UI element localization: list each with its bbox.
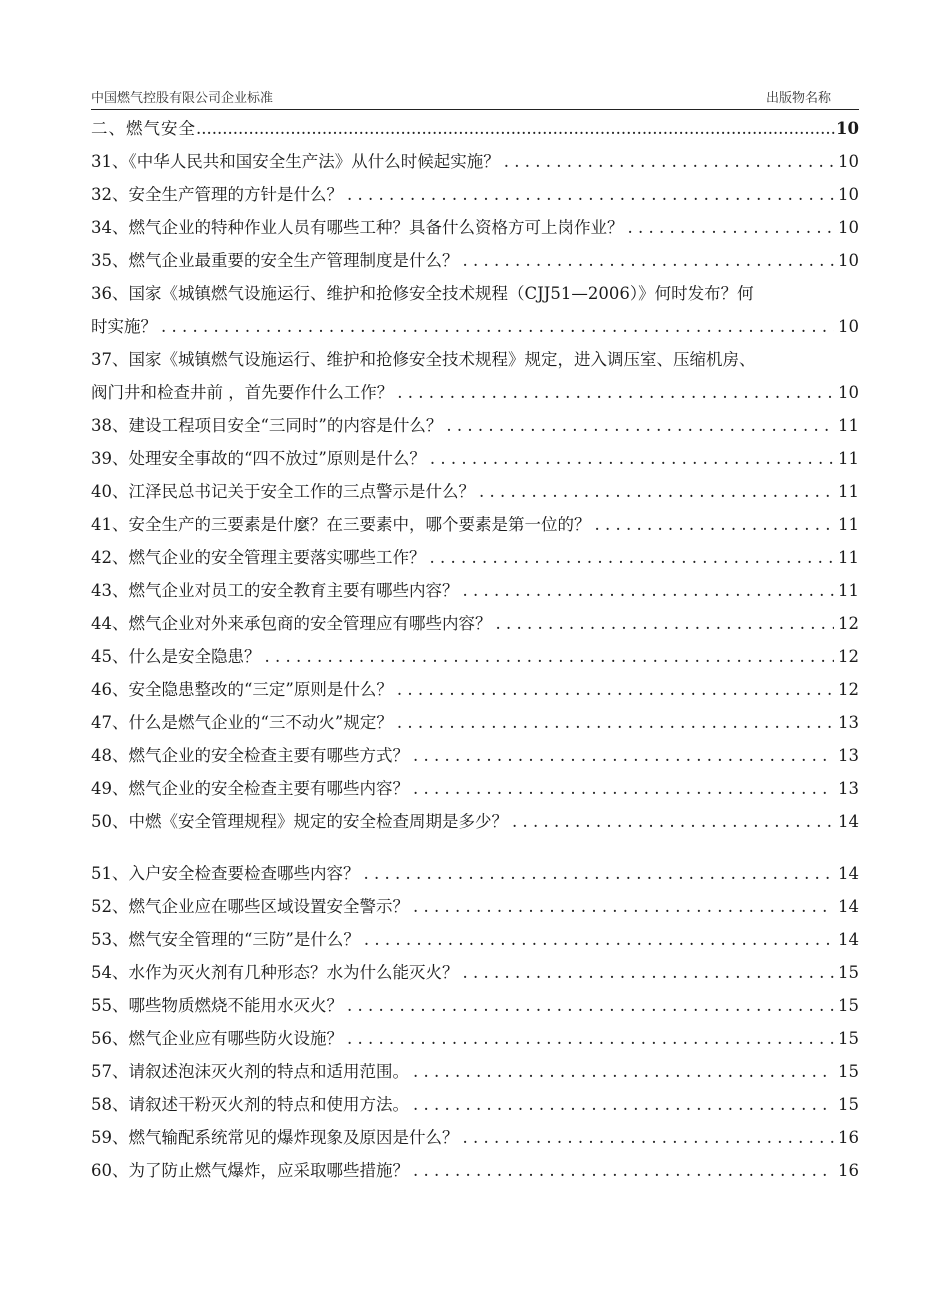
toc-entry-page: 10 xyxy=(838,317,859,336)
toc-dot-leader xyxy=(413,772,834,805)
toc-entry[interactable] xyxy=(91,607,859,640)
toc-entry[interactable] xyxy=(91,772,859,805)
toc-dot-leader xyxy=(413,890,834,923)
toc-entry-title: 53、燃气安全管理的“三防”是什么？ xyxy=(91,930,360,949)
toc-entry-title: 45、什么是安全隐患？ xyxy=(91,647,261,666)
toc-entry-row xyxy=(91,1022,859,1055)
toc-entry[interactable] xyxy=(91,1055,859,1088)
toc-entry-page: 15 xyxy=(838,1029,859,1048)
toc-entry-row xyxy=(91,673,859,706)
toc-dot-leader xyxy=(463,956,835,989)
toc-entry-title: 31、《中华人民共和国安全生产法》从什么时候起实施？ xyxy=(91,152,500,171)
toc-entry-title: 32、安全生产管理的方针是什么？ xyxy=(91,185,343,204)
toc-entry-row xyxy=(91,1121,859,1154)
toc-entry-row xyxy=(91,541,859,574)
toc-entry-row xyxy=(91,376,859,409)
toc-entry-row xyxy=(91,739,859,772)
toc-entry-page: 10 xyxy=(838,218,859,237)
toc-entry-row xyxy=(91,475,859,508)
toc-dot-leader xyxy=(196,112,836,145)
toc-entry-row xyxy=(91,244,859,277)
toc-entry-page: 10 xyxy=(838,383,859,402)
header-organization: 中国燃气控股有限公司企业标准 xyxy=(91,91,274,106)
toc-entry[interactable] xyxy=(91,541,859,574)
toc-dot-leader xyxy=(446,409,834,442)
toc-entry-row xyxy=(91,706,859,739)
toc-entry-page: 16 xyxy=(838,1128,859,1147)
toc-entry-row xyxy=(91,805,859,838)
toc-dot-leader xyxy=(347,178,834,211)
toc-entry-page: 16 xyxy=(838,1161,859,1180)
toc-entry-title: 41、安全生产的三要素是什麼？在三要素中，哪个要素是第一位的？ xyxy=(91,515,591,534)
toc-entry-page: 12 xyxy=(838,614,859,633)
toc-entry-row xyxy=(91,508,859,541)
toc-dot-leader xyxy=(463,244,835,277)
toc-entry-page: 15 xyxy=(838,996,859,1015)
toc-dot-leader xyxy=(347,1022,834,1055)
toc-entry-page: 10 xyxy=(838,185,859,204)
toc-entry-page: 11 xyxy=(838,482,859,501)
toc-entry[interactable] xyxy=(91,989,859,1022)
toc-dot-leader xyxy=(463,574,835,607)
toc-entry-title: 54、水作为灭火剂有几种形态？水为什么能灭火？ xyxy=(91,963,459,982)
toc-entry-row xyxy=(91,211,859,244)
toc-entry-page: 12 xyxy=(838,647,859,666)
toc-entry[interactable] xyxy=(91,244,859,277)
toc-entry[interactable] xyxy=(91,890,859,923)
toc-entry-first-line[interactable] xyxy=(91,343,859,376)
toc-entry-row xyxy=(91,178,859,211)
toc-entry-title: 时实施？ xyxy=(91,317,157,336)
toc-entry[interactable] xyxy=(91,376,859,409)
toc-entry-title: 35、燃气企业最重要的安全生产管理制度是什么？ xyxy=(91,251,459,270)
toc-entry-page: 14 xyxy=(838,930,859,949)
toc-entry-title: 57、请叙述泡沫灭火剂的特点和适用范围。 xyxy=(91,1062,409,1081)
toc-entry-title: 51、入户安全检查要检查哪些内容？ xyxy=(91,864,360,883)
toc-entry-row xyxy=(91,1088,859,1121)
toc-dot-leader xyxy=(430,541,835,574)
toc-entry-row xyxy=(91,857,859,890)
toc-entry-row xyxy=(91,310,859,343)
toc-entry-row xyxy=(91,772,859,805)
toc-dot-leader xyxy=(595,508,835,541)
toc-dot-leader xyxy=(161,310,834,343)
toc-dot-leader xyxy=(397,673,834,706)
header-divider xyxy=(91,109,859,110)
toc-entry[interactable] xyxy=(91,857,859,890)
toc-dot-leader xyxy=(512,805,834,838)
toc-dot-leader xyxy=(413,1088,834,1121)
toc-entry-page: 14 xyxy=(838,864,859,883)
toc-dot-leader xyxy=(413,1055,834,1088)
header-publication-name: 出版物名称 xyxy=(765,91,831,106)
toc-entry-row xyxy=(91,607,859,640)
toc-dot-leader xyxy=(265,640,835,673)
toc-section-heading[interactable] xyxy=(91,112,859,145)
toc-entry-title: 42、燃气企业的安全管理主要落实哪些工作？ xyxy=(91,548,426,567)
toc-section-title: 二、燃气安全 xyxy=(91,119,196,138)
toc-entry[interactable] xyxy=(91,956,859,989)
toc-entry-page: 11 xyxy=(838,449,859,468)
toc-entry-row xyxy=(91,442,859,475)
toc-entry[interactable] xyxy=(91,706,859,739)
toc-dot-leader xyxy=(397,706,834,739)
toc-entry-title: 56、燃气企业应有哪些防火设施？ xyxy=(91,1029,343,1048)
toc-entry[interactable] xyxy=(91,1121,859,1154)
toc-entry-page: 15 xyxy=(838,1095,859,1114)
toc-entry-page: 13 xyxy=(838,779,859,798)
toc-entry-title: 40、江泽民总书记关于安全工作的三点警示是什么？ xyxy=(91,482,475,501)
toc-entry-title: 46、安全隐患整改的“三定”原则是什么？ xyxy=(91,680,393,699)
toc-entry[interactable] xyxy=(91,442,859,475)
toc-entry-row xyxy=(91,145,859,178)
toc-entry-title: 55、哪些物质燃烧不能用水灭火？ xyxy=(91,996,343,1015)
toc-entry[interactable] xyxy=(91,574,859,607)
toc-dot-leader xyxy=(504,145,834,178)
toc-entry-title: 52、燃气企业应在哪些区域设置安全警示？ xyxy=(91,897,409,916)
toc-entry[interactable] xyxy=(91,145,859,178)
toc-entry-page: 11 xyxy=(838,548,859,567)
toc-entry-title: 60、为了防止燃气爆炸，应采取哪些措施？ xyxy=(91,1161,409,1180)
toc-entry-row xyxy=(91,1154,859,1187)
toc-entry[interactable] xyxy=(91,508,859,541)
toc-entry-page: 15 xyxy=(838,963,859,982)
toc-dot-leader xyxy=(413,739,834,772)
toc-dot-leader xyxy=(364,857,835,890)
toc-entry-page: 14 xyxy=(838,812,859,831)
toc-dot-leader xyxy=(479,475,834,508)
toc-dot-leader xyxy=(430,442,834,475)
toc-entry[interactable] xyxy=(91,1088,859,1121)
toc-entry[interactable] xyxy=(91,923,859,956)
toc-entry-title: 阀门井和检查井前 ，首先要作什么工作？ xyxy=(91,383,394,402)
toc-entry-row xyxy=(91,956,859,989)
toc-entry-title: 34、燃气企业的特种作业人员有哪些工种？具备什么资格方可上岗作业？ xyxy=(91,218,624,237)
toc-entry-title: 50、中燃《安全管理规程》规定的安全检查周期是多少？ xyxy=(91,812,508,831)
toc-entry-title: 59、燃气输配系统常见的爆炸现象及原因是什么？ xyxy=(91,1128,459,1147)
toc-entry-title: 43、燃气企业对员工的安全教育主要有哪些内容？ xyxy=(91,581,459,600)
toc-entry-row xyxy=(91,890,859,923)
table-of-contents xyxy=(91,112,859,1187)
toc-dot-leader xyxy=(496,607,835,640)
toc-entry-title-part: 36、国家《城镇燃气设施运行、维护和抢修安全技术规程（CJJ51—2006）》何时发布？何 xyxy=(91,284,754,303)
toc-entry[interactable] xyxy=(91,211,859,244)
toc-entry[interactable] xyxy=(91,739,859,772)
toc-dot-leader xyxy=(347,989,834,1022)
toc-entry-row xyxy=(91,923,859,956)
toc-entry[interactable] xyxy=(91,178,859,211)
toc-entry-page: 12 xyxy=(838,680,859,699)
page-header xyxy=(91,90,859,108)
toc-entry-title: 39、处理安全事故的“四不放过”原则是什么？ xyxy=(91,449,426,468)
toc-entry-page: 11 xyxy=(838,581,859,600)
toc-entry-page: 10 xyxy=(838,251,859,270)
toc-entry-page: 14 xyxy=(838,897,859,916)
toc-entry-row xyxy=(91,112,859,145)
toc-dot-leader xyxy=(364,923,834,956)
toc-entry-page: 11 xyxy=(838,416,859,435)
toc-dot-leader xyxy=(463,1121,835,1154)
toc-dot-leader xyxy=(397,376,834,409)
toc-entry-title: 38、建设工程项目安全“三同时”的内容是什么？ xyxy=(91,416,443,435)
toc-entry-row xyxy=(91,989,859,1022)
toc-entry-title: 48、燃气企业的安全检查主要有哪些方式？ xyxy=(91,746,409,765)
toc-entry[interactable] xyxy=(91,1022,859,1055)
toc-dot-leader xyxy=(413,1154,834,1187)
toc-entry-page: 11 xyxy=(838,515,859,534)
toc-entry-page: 13 xyxy=(838,746,859,765)
toc-entry-row xyxy=(91,574,859,607)
toc-entry-page: 13 xyxy=(838,713,859,732)
toc-entry-title-part: 37、国家《城镇燃气设施运行、维护和抢修安全技术规程》规定，进入调压室、压缩机房、 xyxy=(91,350,756,369)
toc-entry[interactable] xyxy=(91,475,859,508)
toc-entry-page: 15 xyxy=(838,1062,859,1081)
toc-entry[interactable] xyxy=(91,805,859,838)
toc-dot-leader xyxy=(628,211,835,244)
toc-entry-first-line[interactable] xyxy=(91,277,859,310)
toc-entry[interactable] xyxy=(91,1154,859,1187)
toc-section-page: 10 xyxy=(836,119,859,138)
toc-entry[interactable] xyxy=(91,310,859,343)
toc-entry-title: 44、燃气企业对外来承包商的安全管理应有哪些内容？ xyxy=(91,614,492,633)
toc-entry-page: 10 xyxy=(838,152,859,171)
toc-entry-row xyxy=(91,1055,859,1088)
toc-entry-row xyxy=(91,409,859,442)
toc-entry-title: 47、什么是燃气企业的“三不动火”规定？ xyxy=(91,713,393,732)
toc-entry[interactable] xyxy=(91,640,859,673)
toc-entry-title: 58、请叙述干粉灭火剂的特点和使用方法。 xyxy=(91,1095,409,1114)
toc-entry[interactable] xyxy=(91,409,859,442)
toc-entry-row xyxy=(91,640,859,673)
toc-entry-title: 49、燃气企业的安全检查主要有哪些内容？ xyxy=(91,779,409,798)
toc-entry[interactable] xyxy=(91,673,859,706)
